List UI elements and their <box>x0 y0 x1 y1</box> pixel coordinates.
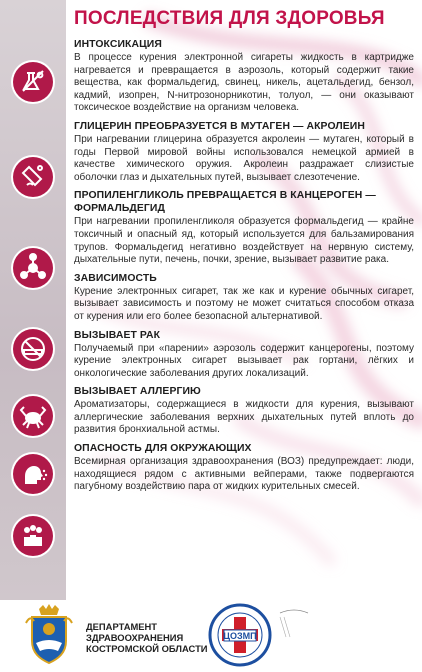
flask-icon <box>13 62 53 102</box>
test-tube-icon <box>13 157 53 197</box>
section-heading: ОПАСНОСТЬ ДЛЯ ОКРУЖАЮЩИХ <box>74 443 252 455</box>
czmp-emblem <box>208 603 272 667</box>
section-heading: ВЫЗЫВАЕТ РАК <box>74 329 161 341</box>
section-heading: ЗАВИСИМОСТЬ <box>74 272 157 284</box>
section-others-danger <box>74 442 414 494</box>
icon-sidebar <box>0 0 66 600</box>
sneezing-head-icon <box>13 454 53 494</box>
section-heading: ВЫЗЫВАЕТ АЛЛЕРГИЮ <box>74 386 201 398</box>
molecule-icon <box>13 248 53 288</box>
crab-icon <box>13 396 53 436</box>
section-heading: ПРОПИЛЕНГЛИКОЛЬ ПРЕВРАЩАЕТСЯ В КАНЦЕРОГЕН — ФОРМАЛЬДЕГИД <box>74 190 376 215</box>
section-heading: ГЛИЦЕРИН ПРЕОБРАЗУЕТСЯ В МУТАГЕН — АКРОЛЕИН <box>74 120 365 132</box>
decorative-ring-text <box>276 605 366 665</box>
section-addiction <box>74 272 414 324</box>
section-cancer <box>74 329 414 381</box>
section-text: В процессе курения электронной сигареты жидкость в картридже нагревается и превращается в аэрозоль, который содержит такие вещества, как формальдегид, свинец, никель, ацетальдегид, бензол, кадмий, изопрен, N-нитрозонорникотин, толуол, — они оказывают токсическое воздействие на организм человека. <box>74 52 414 114</box>
section-text: При нагревании пропиленгликоля образуется формальдегид — крайне токсичный и опасный яд, который используется для бальзамирования трупов. Формальдегид негативно воздействует на нервную систему, дыхательные пути, печень, почки, зрение, вызывает развитие рака. <box>74 216 414 266</box>
section-text: При нагревании глицерина образуется акролеин — мутаген, который в годы Первой мировой войны использовался немецкой армией в качестве химического оружия. Акролеин раздражает слизистые оболочки глаз и дыхательных путей, вызывает слезотечение. <box>74 133 414 183</box>
emblem-text: ЦОЗМП <box>223 631 257 641</box>
department-name <box>86 621 206 654</box>
no-smoking-icon <box>13 329 53 369</box>
page-title: ПОСЛЕДСТВИЯ ДЛЯ ЗДОРОВЬЯ <box>74 8 385 29</box>
content-column <box>74 38 414 499</box>
section-text: Курение электронных сигарет, так же как и курение обычных сигарет, вызывает зависимость и поэтому не может считаться способом отказа от курения или его более безопасной альтернативой. <box>74 285 414 322</box>
coat-of-arms-icon <box>24 603 74 665</box>
section-intoxication <box>74 38 414 115</box>
people-icon <box>13 516 53 556</box>
dept-line-2: ЗДРАВООХРАНЕНИЯ <box>86 632 184 643</box>
section-heading: ИНТОКСИКАЦИЯ <box>74 39 162 50</box>
dept-line-3: КОСТРОМСКОЙ ОБЛАСТИ <box>86 643 208 654</box>
section-formaldehyde <box>74 189 414 266</box>
section-text: Ароматизаторы, содержащиеся в жидкости для курения, вызывают аллергические заболевания верхних дыхательных путей вплоть до развития бронхиальной астмы. <box>74 399 414 436</box>
section-text: Всемирная организация здравоохранения (ВОЗ) предупреждает: люди, находящиеся рядом с активными вейперами, также подвергаются пагубному воздействию пара от жидких курительных смесей. <box>74 456 414 493</box>
dept-line-1: ДЕПАРТАМЕНТ <box>86 621 158 632</box>
section-acrolein <box>74 120 414 184</box>
section-text: Получаемый при «парении» аэрозоль содержит канцерогены, поэтому курение электронных сигарет вызывает рак гортани, лёгких и онкологические заболевания других локализаций. <box>74 342 414 379</box>
section-allergy <box>74 385 414 437</box>
